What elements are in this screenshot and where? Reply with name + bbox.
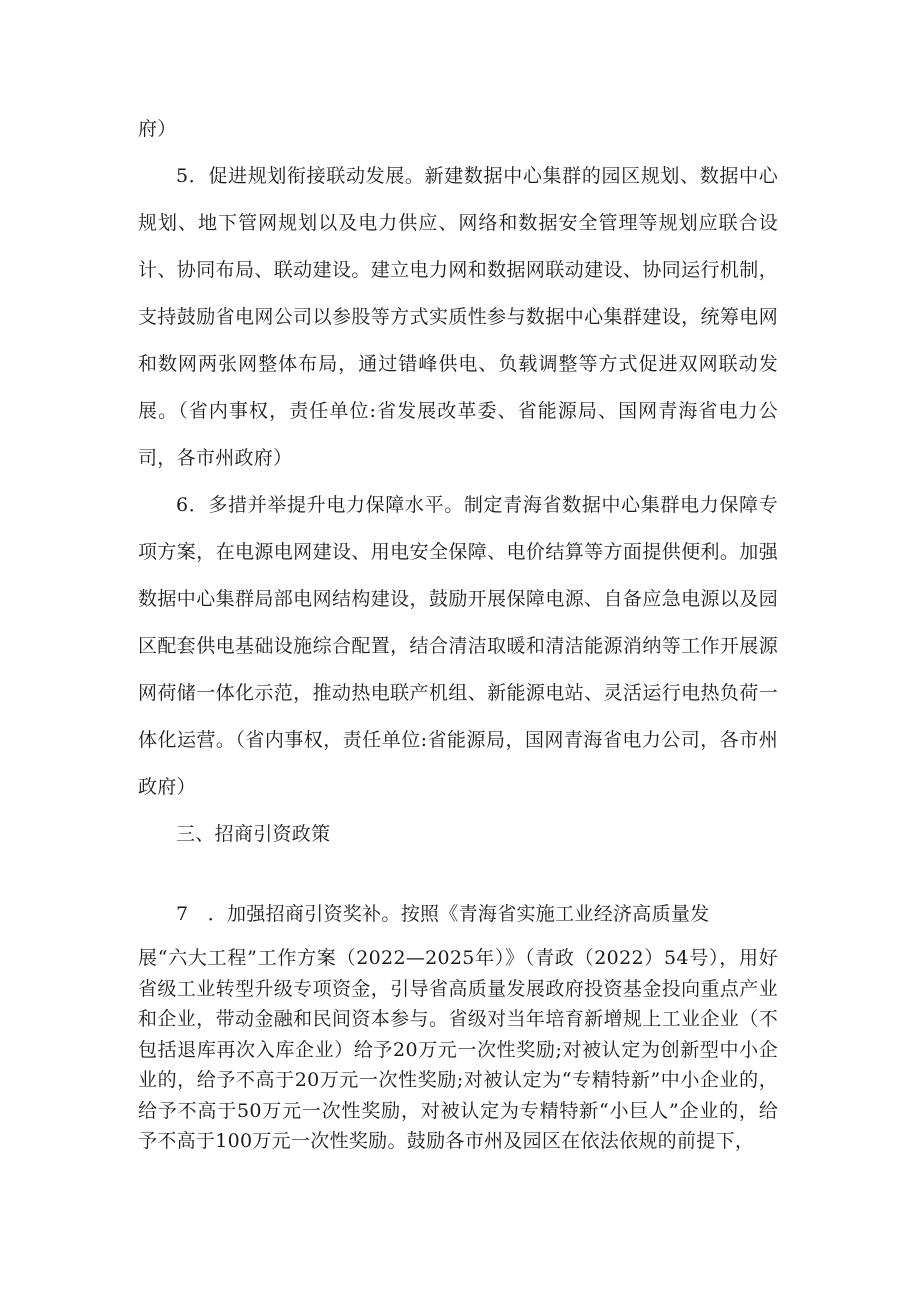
section-heading-investment-policy: 三、招商引资政策 <box>176 823 331 845</box>
paragraph-item-7-first-line: 7 ．加强招商引资奖补。按照《青海省实施工业经济高质量发 <box>176 903 710 925</box>
paragraph-item-5: 5．促进规划衔接联动发展。新建数据中心集群的园区规划、数据中心规划、地下管网规划以及电力供应、网络和数据安全管理等规划应联合设计、协同布局、联动建设。建立电力网和数据网联动建设、协同运行机制，支持鼓励省电网公司以参股等方式实质性参与数据中心集群建设，统筹电网和数网两张网整体布局，通过错峰供电、负载调整等方式促进双网联动发展。（省内事权，责任单位:省发展改革委、省能源局、国网青海省电力公司，各市州政府） <box>138 165 778 469</box>
paragraph-item-7-body: 展“六大工程”工作方案（2022—2025年）》（青政（2022）54号），用好省级工业转型升级专项资金，引导省高质量发展政府投资基金投向重点产业和企业，带动金融和民间资本参与。省级对当年培育新增规上工业企业（不包括退库再次入库企业）给予20万元一次性奖励;对被认定为创新型中小企业的，给予不高于20万元一次性奖励;对被认定为“专精特新”中小企业的，给予不高于50万元一次性奖励，对被认定为专精特新“小巨人”企业的，给予不高于100万元一次性奖励。鼓励各市州及园区在依法依规的前提下， <box>138 947 778 1152</box>
paragraph-item-6: 6．多措并举提升电力保障水平。制定青海省数据中心集群电力保障专项方案，在电源电网建设、用电安全保障、电价结算等方面提供便利。加强数据中心集群局部电网结构建设，鼓励开展保障电源、自备应急电源以及园区配套供电基础设施综合配置，结合清洁取暖和清洁能源消纳等工作开展源网荷储一体化示范，推动热电联产机组、新能源电站、灵活运行电热负荷一体化运营。（省内事权，责任单位:省能源局，国网青海省电力公司，各市州政府） <box>138 494 778 798</box>
carry-over-text: 府） <box>138 118 177 140</box>
